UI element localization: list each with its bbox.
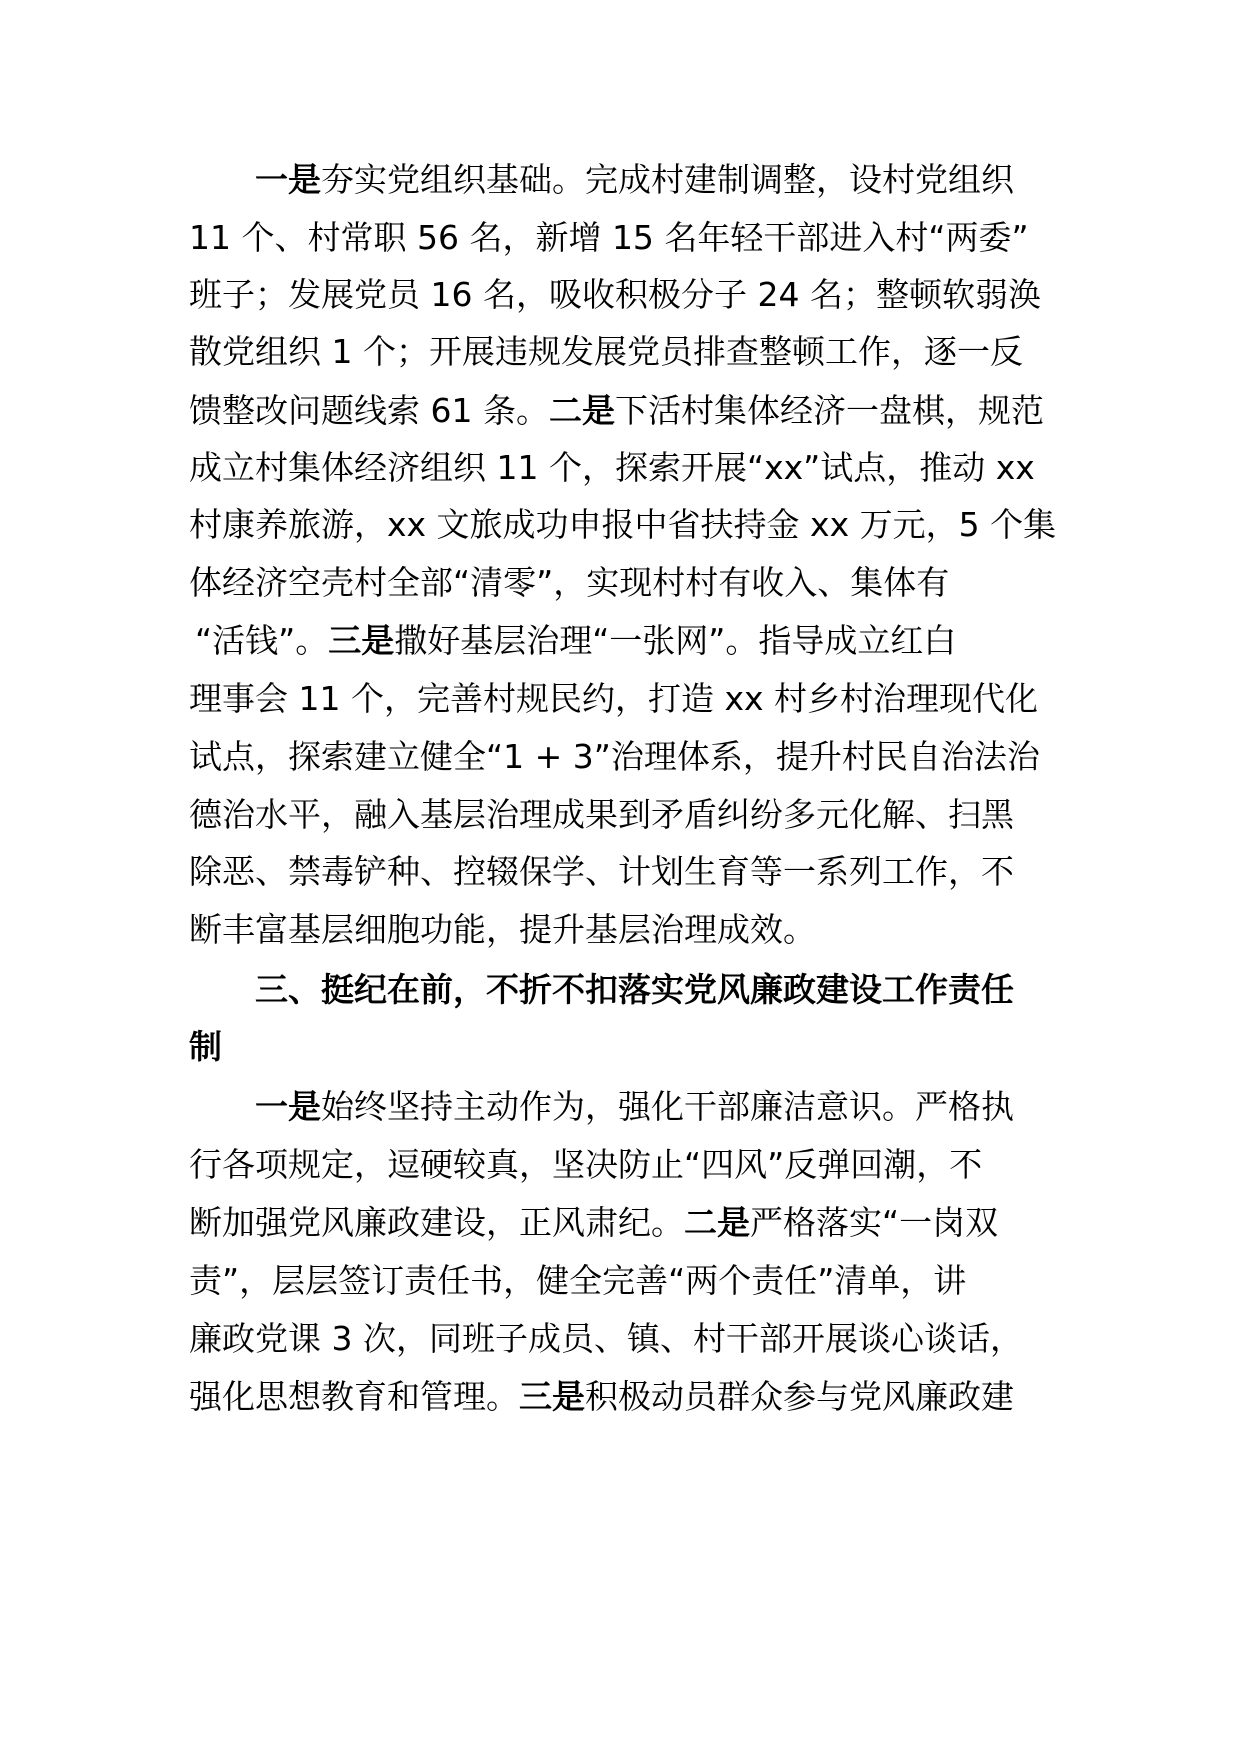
text-run: 馈整改问题线索 61 条。 xyxy=(189,391,549,430)
paragraph-line xyxy=(189,1372,1014,1422)
paragraph-line xyxy=(189,213,1029,263)
text-run: 体经济空壳村全部“清零”，实现村村有收入、集体有 xyxy=(189,563,950,602)
paragraph-line xyxy=(189,790,1014,840)
paragraph-line xyxy=(189,1198,998,1248)
paragraph-line xyxy=(195,616,956,666)
text-run: 村康养旅游，xx 文旅成功申报中省扶持金 xx 万元，5 个集 xyxy=(189,505,1057,544)
paragraph-line xyxy=(189,558,949,608)
text-run: 除恶、禁毒铲种、控辍保学、计划生育等一系列工作，不 xyxy=(189,852,1014,891)
paragraph-line xyxy=(189,847,1014,897)
paragraph-line xyxy=(189,905,816,955)
text-run: 严格落实“一岗双 xyxy=(750,1203,999,1242)
paragraph-line xyxy=(189,443,1035,493)
text-run: 11 个、村常职 56 名，新增 15 名年轻干部进入村“两委” xyxy=(189,218,1029,257)
paragraph-line xyxy=(255,155,1014,205)
text-run: 理事会 11 个，完善村规民约，打造 xx 村乡村治理现代化 xyxy=(189,679,1039,718)
paragraph-line xyxy=(189,1256,966,1306)
text-run: 断加强党风廉政建设，正风肃纪。 xyxy=(189,1203,684,1242)
paragraph-line xyxy=(189,386,1044,436)
text-run: 积极动员群众参与党风廉政建 xyxy=(585,1377,1014,1416)
text-run: 责”，层层签订责任书，健全完善“两个责任”清单，讲 xyxy=(189,1261,967,1300)
bold-text-run: 一是 xyxy=(255,1087,321,1126)
text-run: 试点，探索建立健全“1 + 3”治理体系，提升村民自治法治 xyxy=(189,737,1040,776)
bold-text-run: 二是 xyxy=(548,391,615,430)
section-heading-line xyxy=(255,965,1014,1015)
text-run: 班子；发展党员 16 名，吸收积极分子 24 名；整顿软弱涣 xyxy=(189,275,1041,314)
bold-text-run: 三是 xyxy=(519,1377,585,1416)
text-run: 下活村集体经济一盘棋，规范 xyxy=(614,391,1044,430)
paragraph-line xyxy=(189,732,1040,782)
text-run: 散党组织 1 个；开展违规发展党员排查整顿工作，逐一反 xyxy=(189,332,1023,371)
bold-text-run: 制 xyxy=(189,1027,222,1066)
paragraph-line xyxy=(255,1082,1014,1132)
text-run: 德治水平，融入基层治理成果到矛盾纠纷多元化解、扫黑 xyxy=(189,795,1014,834)
text-run: 断丰富基层细胞功能，提升基层治理成效。 xyxy=(189,910,816,949)
text-run: 廉政党课 3 次，同班子成员、镇、村干部开展谈心谈话， xyxy=(189,1319,1023,1358)
bold-text-run: 二是 xyxy=(684,1203,750,1242)
paragraph-line xyxy=(189,1140,982,1190)
paragraph-line xyxy=(189,270,1041,320)
paragraph-line xyxy=(189,327,1023,377)
text-run: 始终坚持主动作为，强化干部廉洁意识。严格执 xyxy=(321,1087,1014,1126)
bold-text-run: 三是 xyxy=(328,621,395,660)
section-heading-line xyxy=(189,1022,222,1072)
bold-text-run: 一是 xyxy=(255,160,321,199)
paragraph-line xyxy=(189,500,1056,550)
text-run: 行各项规定，逗硬较真，坚决防止“四风”反弹回潮，不 xyxy=(189,1145,983,1184)
paragraph-line xyxy=(189,674,1038,724)
text-run: 成立村集体经济组织 11 个，探索开展“xx”试点，推动 xx xyxy=(189,448,1035,487)
text-run: 夯实党组织基础。完成村建制调整，设村党组织 xyxy=(321,160,1014,199)
text-run: 撒好基层治理“一张网”。指导成立红白 xyxy=(394,621,957,660)
text-run: “活钱”。 xyxy=(195,621,329,660)
bold-text-run: 三、挺纪在前，不折不扣落实党风廉政建设工作责任 xyxy=(255,970,1014,1009)
paragraph-line xyxy=(189,1314,1023,1364)
text-run: 强化思想教育和管理。 xyxy=(189,1377,519,1416)
